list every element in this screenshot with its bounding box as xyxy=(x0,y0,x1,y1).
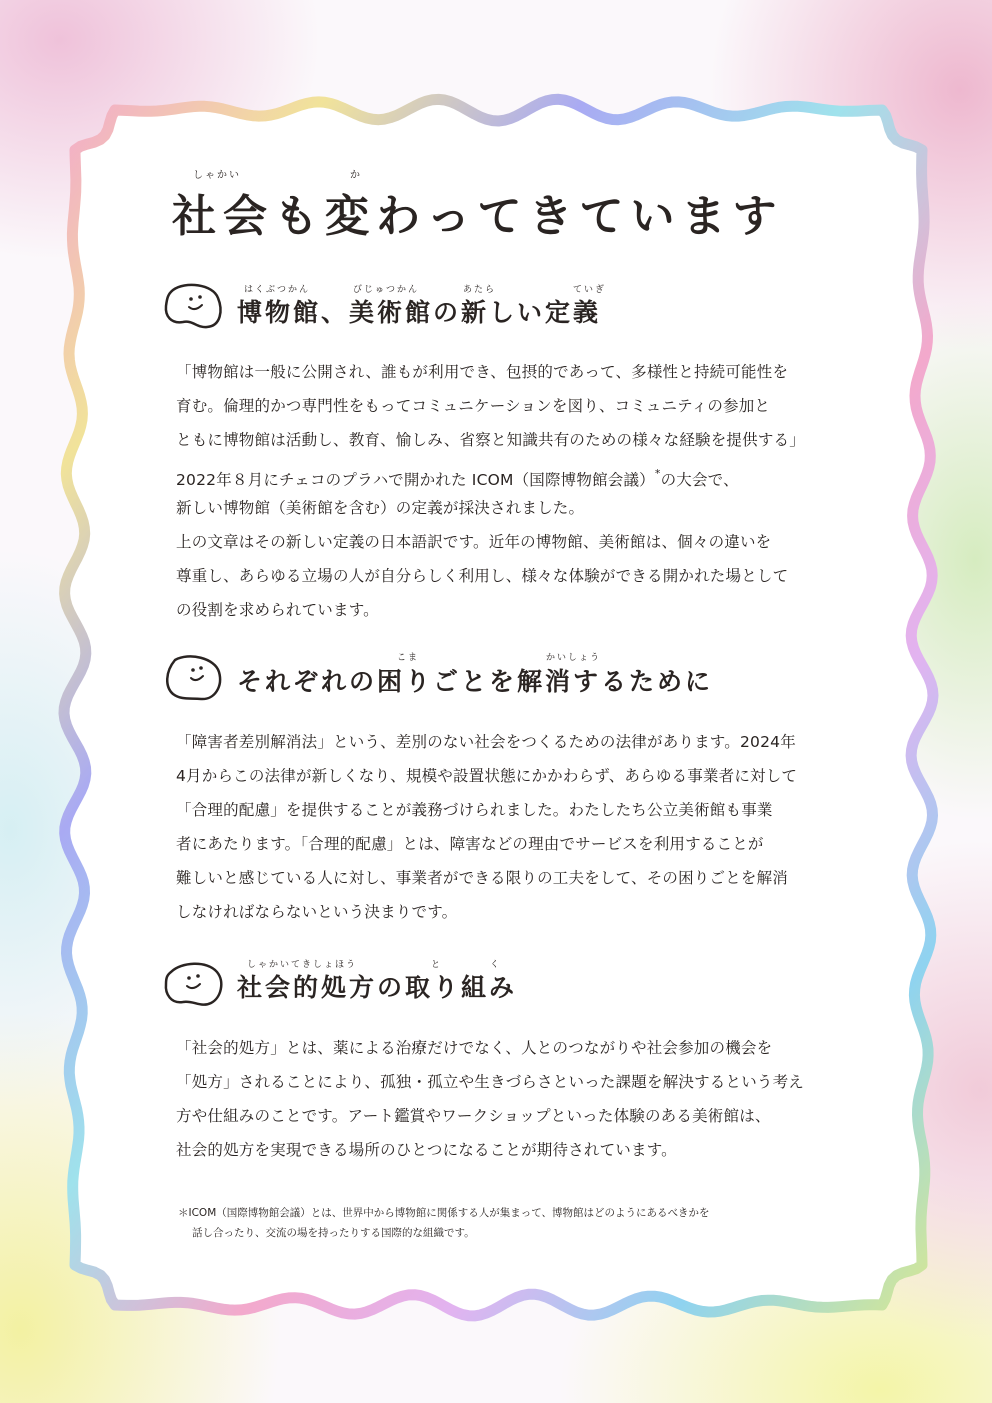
heading-ruby: あたら xyxy=(463,285,497,295)
section-body xyxy=(176,355,836,627)
footnote-line: 話し合ったり、交流の場を持ったりする国際的な組織です。 xyxy=(192,1227,475,1239)
body-line: 社会的処方を実現できる場所のひとつになることが期待されています。 xyxy=(176,1141,677,1159)
body-line: 「博物館は一般に公開され、誰もが利用でき、包摂的であって、多様性と持続可能性を xyxy=(176,363,789,381)
heading-ruby: かいしょう xyxy=(546,653,602,663)
body-line: 「社会的処方」とは、薬による治療だけでなく、人とのつながりや社会参加の機会を xyxy=(176,1039,773,1057)
body-line xyxy=(176,457,836,491)
heading-ruby: しゃかいてきしょほう xyxy=(247,960,358,970)
footnote-line: ＊ICOM（国際博物館会議）とは、世界中から博物館に関係する人が集まって、博物館はどのようにあるべきかを xyxy=(178,1207,710,1219)
heading-ruby: ていぎ xyxy=(573,285,607,295)
section-heading: 博物館、美術館の新しい定義 xyxy=(237,298,602,327)
body-line: 「合理的配慮」を提供することが義務づけられました。わたしたち公立美術館も事業 xyxy=(176,801,773,819)
section-heading: 社会的処方の取り組み xyxy=(237,973,518,1002)
heading-ruby: く xyxy=(490,960,502,970)
page-title: 社会も変わってきています xyxy=(172,191,784,242)
body-line: の役割を求められています。 xyxy=(176,601,379,619)
body-line: 方や仕組みのことです。アート鑑賞やワークショップといった体験のある美術館は、 xyxy=(176,1107,771,1125)
body-line: しなければならないという決まりです。 xyxy=(176,903,458,921)
body-line-text: の大会で、 xyxy=(660,471,739,489)
body-line: 「障害者差別解消法」という、差別のない社会をつくるための法律があります。2024年 xyxy=(176,733,796,751)
title-ruby-shakai: しゃかい xyxy=(193,170,241,181)
body-line-text: 2022年８月にチェコのプラハで開かれた ICOM（国際博物館会議） xyxy=(176,471,655,489)
section-body xyxy=(176,1031,836,1167)
section-heading: それぞれの困りごとを解消するために xyxy=(237,667,714,696)
body-line: 4月からこの法律が新しくなり、規模や設置状態にかかわらず、あらゆる事業者に対して xyxy=(176,767,798,785)
body-line: ともに博物館は活動し、教育、愉しみ、省察と知識共有のための様々な経験を提供する」 xyxy=(176,431,805,449)
body-line: 者にあたります。「合理的配慮」とは、障害などの理由でサービスを利用することが xyxy=(176,835,764,853)
footnote-mark: * xyxy=(654,467,661,480)
heading-ruby: びじゅつかん xyxy=(353,285,420,295)
heading-ruby: はくぶつかん xyxy=(244,285,311,295)
body-line: 尊重し、あらゆる立場の人が自分らしく利用し、様々な体験ができる開かれた場として xyxy=(176,567,789,585)
smiley-blob-icon xyxy=(163,282,227,330)
title-ruby-ka: か xyxy=(350,170,362,181)
smiley-blob-icon xyxy=(163,654,227,702)
heading-ruby: こま xyxy=(397,653,420,663)
footnote xyxy=(178,1203,818,1243)
body-line: 育む。倫理的かつ専門性をもってコミュニケーションを図り、コミュニティの参加と xyxy=(176,397,771,415)
body-line: 上の文章はその新しい定義の日本語訳です。近年の博物館、美術館は、個々の違いを xyxy=(176,533,772,551)
section-body xyxy=(176,725,836,929)
body-line: 「処方」されることにより、孤独・孤立や生きづらさといった課題を解決するという考え xyxy=(176,1073,805,1091)
body-line: 新しい博物館（美術館を含む）の定義が採決されました。 xyxy=(176,499,585,517)
heading-ruby: と xyxy=(431,960,443,970)
body-line: 難しいと感じている人に対し、事業者ができる限りの工夫をして、その困りごとを解消 xyxy=(176,869,788,887)
smiley-blob-icon xyxy=(163,960,227,1008)
